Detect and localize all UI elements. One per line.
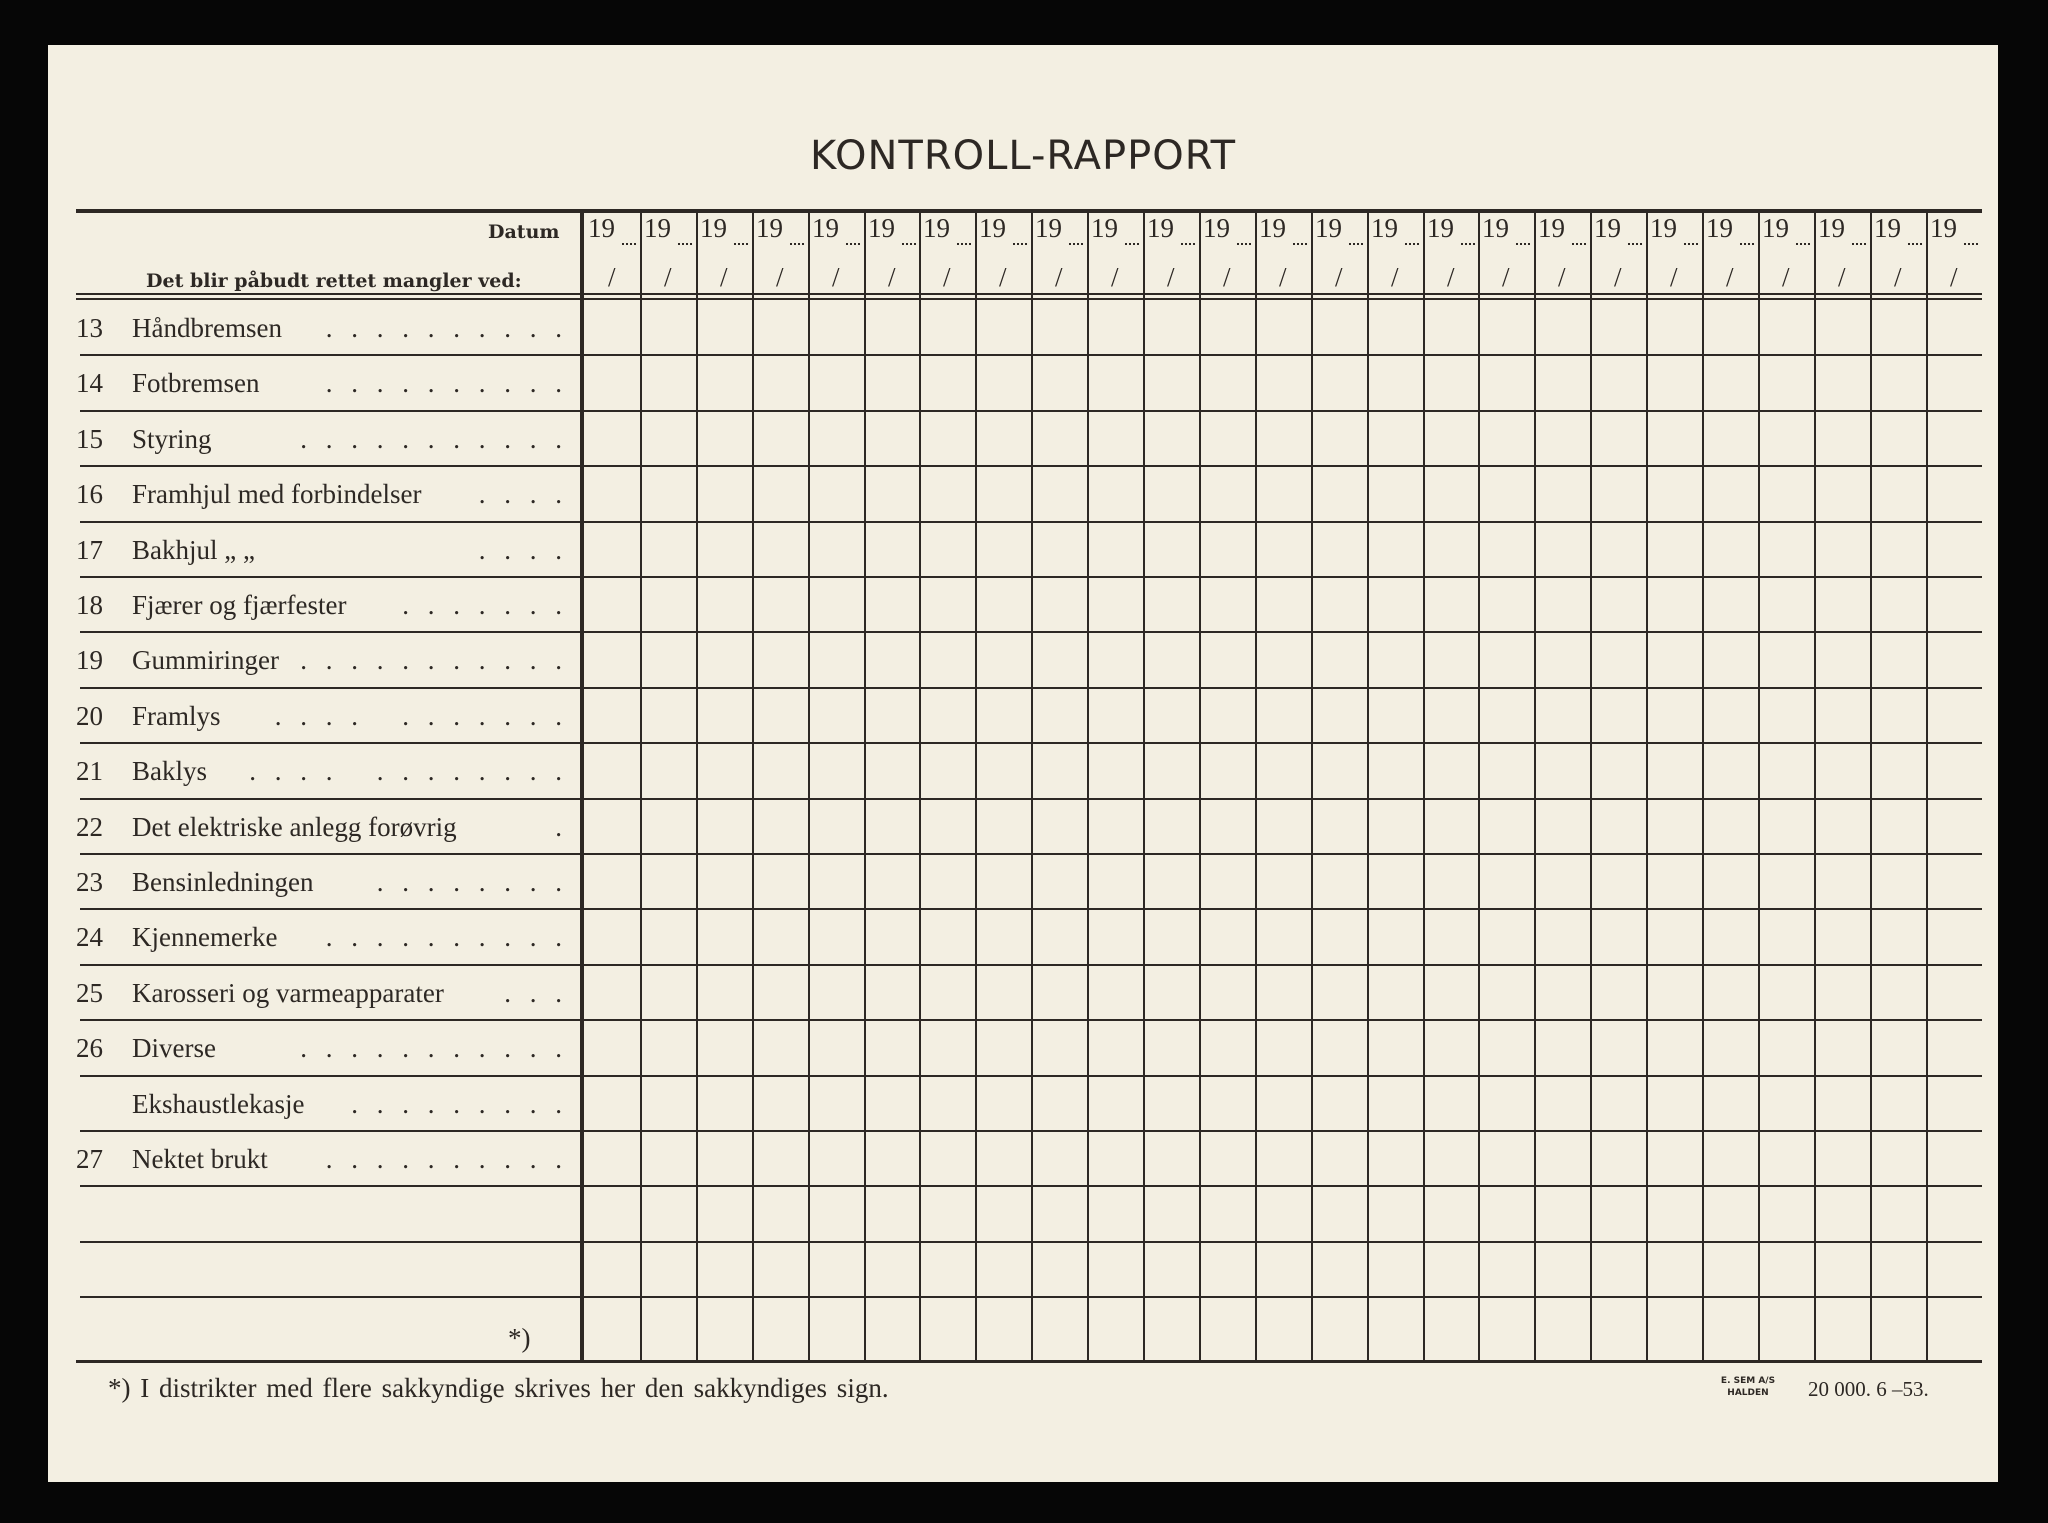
defect-number: 24 — [76, 922, 103, 952]
date-column-rule — [1423, 209, 1425, 1360]
date-column-header — [1199, 213, 1255, 293]
date-column-rule — [1199, 209, 1201, 1360]
date-column-rule — [864, 209, 866, 1360]
year-prefix: 19 — [1371, 213, 1398, 243]
printer-imprint — [1708, 1375, 1788, 1399]
year-blank — [1684, 243, 1698, 245]
defect-label: Ekshaustlekasje — [132, 1089, 305, 1119]
defect-label: Styring — [132, 424, 212, 454]
date-separator: / — [888, 262, 896, 292]
signature-row-mark: *) — [508, 1323, 531, 1353]
date-column-rule — [1255, 209, 1257, 1360]
date-column-header — [1478, 213, 1534, 293]
date-separator: / — [776, 262, 784, 292]
date-column-header — [1255, 213, 1311, 293]
year-prefix: 19 — [1706, 213, 1733, 243]
year-prefix: 19 — [1818, 213, 1845, 243]
year-prefix: 19 — [1482, 213, 1509, 243]
label-column-divider — [580, 209, 584, 1362]
date-column-rule — [1031, 209, 1033, 1360]
footnote: *) I distrikter med flere sakkyndige skrives her den sakkyndiges sign. — [108, 1373, 889, 1403]
date-separator: / — [1670, 262, 1678, 292]
printer-city: HALDEN — [1727, 1388, 1769, 1398]
date-separator: / — [1558, 262, 1566, 292]
defect-number: 27 — [76, 1144, 103, 1174]
defect-number: 14 — [76, 368, 103, 398]
year-blank — [1516, 243, 1530, 245]
leader-dots: . . . . . . . . . . — [325, 922, 568, 952]
date-column-header — [1031, 213, 1087, 293]
date-column-rule — [919, 209, 921, 1360]
date-column-header — [975, 213, 1031, 293]
year-prefix: 19 — [1259, 213, 1286, 243]
date-column-header — [1870, 213, 1926, 293]
date-column-header — [696, 213, 752, 293]
year-prefix: 19 — [1930, 213, 1957, 243]
year-blank — [1964, 243, 1978, 245]
year-blank — [1293, 243, 1307, 245]
date-column-header — [1423, 213, 1479, 293]
year-prefix: 19 — [1091, 213, 1118, 243]
date-column-header — [1926, 213, 1982, 293]
date-column-header — [1534, 213, 1590, 293]
year-blank — [1237, 243, 1251, 245]
date-column-header — [1143, 213, 1199, 293]
year-prefix: 19 — [1315, 213, 1342, 243]
year-blank — [1125, 243, 1139, 245]
date-separator: / — [832, 262, 840, 292]
date-separator: / — [1335, 262, 1343, 292]
date-column-header — [640, 213, 696, 293]
defect-number: 13 — [76, 313, 103, 343]
year-blank — [1181, 243, 1195, 245]
year-blank — [790, 243, 804, 245]
datum-label: Datum — [488, 221, 560, 243]
defect-label: Fjærer og fjærfester — [132, 590, 347, 620]
date-column-rule — [808, 209, 810, 1360]
defect-number: 16 — [76, 479, 103, 509]
date-separator: / — [664, 262, 672, 292]
leader-dots: . . . . . . . . . . — [325, 313, 568, 343]
date-column-header — [1590, 213, 1646, 293]
date-column-rule — [1534, 209, 1536, 1360]
date-separator: / — [1279, 262, 1287, 292]
leader-dots: . . . . . . . . . . . — [274, 701, 568, 731]
year-prefix: 19 — [1874, 213, 1901, 243]
year-prefix: 19 — [588, 213, 615, 243]
defect-number: 19 — [76, 645, 103, 675]
date-column-rule — [1926, 209, 1928, 1360]
defect-number: 15 — [76, 424, 103, 454]
leader-dots: . . . . . . . . . . . — [300, 424, 568, 454]
date-separator: / — [999, 262, 1007, 292]
date-column-header — [1087, 213, 1143, 293]
leader-dots: . . . . . . . . . . — [325, 368, 568, 398]
year-blank — [1013, 243, 1027, 245]
date-column-rule — [1478, 209, 1480, 1360]
date-separator: / — [1782, 262, 1790, 292]
defect-number: 18 — [76, 590, 103, 620]
defect-number: 21 — [76, 756, 103, 786]
leader-dots: . . . . . . . . . — [351, 1089, 568, 1119]
leader-dots: . . . . . . . . . . . . — [249, 756, 568, 786]
leader-dots: . . . . . . . — [402, 590, 568, 620]
defect-label: Baklys — [132, 756, 208, 786]
defect-number: 23 — [76, 867, 103, 897]
date-column-rule — [752, 209, 754, 1360]
date-column-rule — [1087, 209, 1089, 1360]
date-column-header — [1646, 213, 1702, 293]
bottom-rule — [76, 1360, 1982, 1363]
year-blank — [1461, 243, 1475, 245]
year-blank — [734, 243, 748, 245]
year-prefix: 19 — [1147, 213, 1174, 243]
defect-label: Framlys — [132, 701, 221, 731]
date-separator: / — [1950, 262, 1958, 292]
date-column-rule — [1367, 209, 1369, 1360]
year-prefix: 19 — [1427, 213, 1454, 243]
year-blank — [1349, 243, 1363, 245]
date-separator: / — [1614, 262, 1622, 292]
date-column-rule — [1870, 209, 1872, 1360]
form-card — [48, 45, 1998, 1482]
defect-label: Bensinledningen — [132, 867, 314, 897]
year-prefix: 19 — [700, 213, 727, 243]
year-blank — [678, 243, 692, 245]
date-column-rule — [975, 209, 977, 1360]
defect-number: 26 — [76, 1033, 103, 1063]
date-column-header — [919, 213, 975, 293]
defect-label: Kjennemerke — [132, 922, 278, 952]
date-column-rule — [1143, 209, 1145, 1360]
date-column-header — [752, 213, 808, 293]
year-prefix: 19 — [923, 213, 950, 243]
leader-dots: . . . . . . . . . . . — [300, 645, 568, 675]
date-column-rule — [1702, 209, 1704, 1360]
year-blank — [1405, 243, 1419, 245]
year-prefix: 19 — [812, 213, 839, 243]
year-prefix: 19 — [1203, 213, 1230, 243]
defect-number: 25 — [76, 978, 103, 1008]
defects-subheader: Det blir påbudt rettet mangler ved: — [146, 270, 522, 292]
header-rule — [76, 293, 1982, 295]
date-column-rule — [1758, 209, 1760, 1360]
date-column-header — [864, 213, 920, 293]
date-separator: / — [1447, 262, 1455, 292]
leader-dots: . . . . . . . . . . . — [300, 1033, 568, 1063]
date-separator: / — [1391, 262, 1399, 292]
defect-number: 22 — [76, 812, 103, 842]
year-blank — [622, 243, 636, 245]
defect-number: 20 — [76, 701, 103, 731]
year-blank — [1796, 243, 1810, 245]
year-prefix: 19 — [756, 213, 783, 243]
year-blank — [957, 243, 971, 245]
leader-dots: . — [555, 812, 568, 842]
date-column-rule — [1646, 209, 1648, 1360]
date-column-header — [808, 213, 864, 293]
date-column-header — [584, 213, 640, 293]
year-blank — [846, 243, 860, 245]
leader-dots: . . . . — [478, 479, 568, 509]
defect-label: Nektet brukt — [132, 1144, 268, 1174]
date-separator: / — [1111, 262, 1119, 292]
print-code: 20 000. 6 –53. — [1808, 1377, 1929, 1401]
date-separator: / — [1167, 262, 1175, 292]
defect-label: Det elektriske anlegg forøvrig — [132, 812, 457, 842]
year-prefix: 19 — [1762, 213, 1789, 243]
date-column-rule — [1814, 209, 1816, 1360]
printer-name: E. SEM A/S — [1720, 1376, 1776, 1386]
date-separator: / — [1223, 262, 1231, 292]
defect-label: Håndbremsen — [132, 313, 282, 343]
defect-label: Bakhjul „ „ — [132, 535, 255, 565]
year-blank — [902, 243, 916, 245]
defect-label: Framhjul med forbindelser — [132, 479, 422, 509]
leader-dots: . . . . . . . . — [376, 867, 568, 897]
leader-dots: . . . — [504, 978, 568, 1008]
date-column-header — [1702, 213, 1758, 293]
date-column-rule — [1590, 209, 1592, 1360]
year-blank — [1069, 243, 1083, 245]
date-column-header — [1311, 213, 1367, 293]
date-separator: / — [608, 262, 616, 292]
year-prefix: 19 — [1594, 213, 1621, 243]
year-prefix: 19 — [1538, 213, 1565, 243]
defect-label: Diverse — [132, 1033, 216, 1063]
year-prefix: 19 — [868, 213, 895, 243]
defect-number: 17 — [76, 535, 103, 565]
date-separator: / — [943, 262, 951, 292]
date-separator: / — [1894, 262, 1902, 292]
date-column-rule — [640, 209, 642, 1360]
year-blank — [1908, 243, 1922, 245]
year-blank — [1572, 243, 1586, 245]
date-column-header — [1814, 213, 1870, 293]
leader-dots: . . . . — [478, 535, 568, 565]
year-blank — [1628, 243, 1642, 245]
date-separator: / — [1502, 262, 1510, 292]
date-column-header — [1758, 213, 1814, 293]
form-title: KONTROLL-RAPPORT — [809, 133, 1237, 179]
year-prefix: 19 — [1650, 213, 1677, 243]
leader-dots: . . . . . . . . . . — [325, 1144, 568, 1174]
header-rule-double — [76, 298, 1982, 300]
date-column-rule — [1311, 209, 1313, 1360]
date-separator: / — [1055, 262, 1063, 292]
year-blank — [1852, 243, 1866, 245]
defect-label: Gummiringer — [132, 645, 279, 675]
date-separator: / — [1726, 262, 1734, 292]
defect-label: Fotbremsen — [132, 368, 260, 398]
year-blank — [1740, 243, 1754, 245]
year-prefix: 19 — [1035, 213, 1062, 243]
year-prefix: 19 — [644, 213, 671, 243]
date-separator: / — [1838, 262, 1846, 292]
date-column-rule — [696, 209, 698, 1360]
date-column-header — [1367, 213, 1423, 293]
year-prefix: 19 — [979, 213, 1006, 243]
date-separator: / — [720, 262, 728, 292]
defect-label: Karosseri og varmeapparater — [132, 978, 444, 1008]
